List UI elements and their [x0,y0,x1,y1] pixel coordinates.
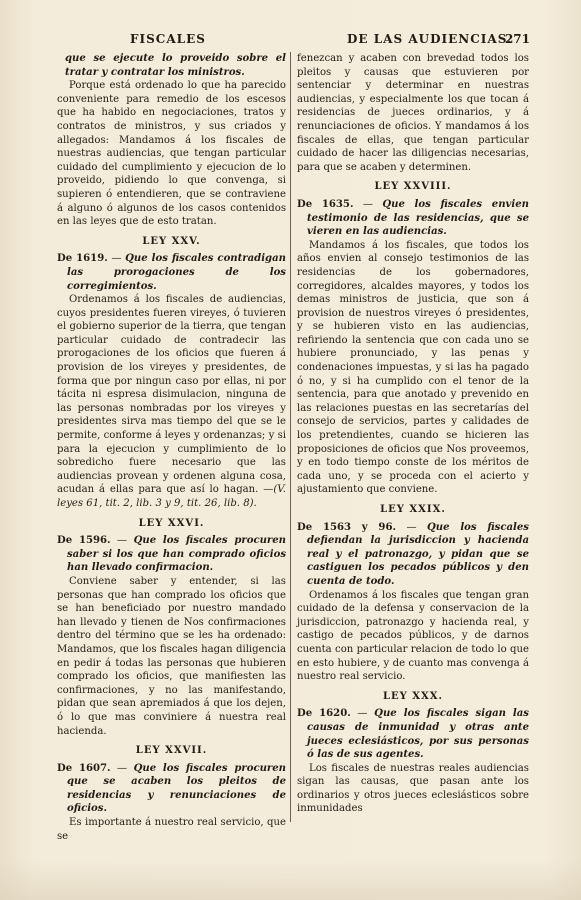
law-heading: LEY XXX. [382,690,444,702]
law-title: Que los fiscales procuren que se acaben los pleitos de residencias y renunciaciones de oficios. [67,762,287,815]
header-right-title: DE LAS AUDIENCIAS. [347,32,513,46]
law-year: De 1596. [57,535,111,547]
running-header [55,32,530,48]
body-paragraph: Mandamos á los fiscales, que todos los años envien al consejo testimonios de las residencias de los gobernadores, corregidores, alcaldes mayores, y todos los demas ministros de justicia, que son á provision de nuestros vireyes ó presidentes, y se hubieren visto en las audiencias, refiriendo la sentencia que con cada uno se hubiere pronunciado, y las penas y condenaciones impuestas, y si las ha pagado ó no, y si ha cumplido con el tenor de la sentencia, para que anotado y prevenido en las relaciones puestas en las secretarías del consejo de servicios, partes y calidades de los pretendientes, cuando se hicieren las proposiciones de oficios que Nos proveemos, y en todo tiempo conste de los méritos de cada uno, y se proceda con el acierto y ajustamiento que conviene. [297,239,529,496]
column-divider [290,52,291,822]
body-paragraph: Los fiscales de nuestras reales audiencias sigan las causas, que pasan ante los ordinarios y otros jueces eclesiásticos sobre inmunidades [297,762,529,815]
page-number: 271 [504,32,530,46]
body-paragraph [57,293,286,511]
law-year: De 1563 y 96. [297,521,396,533]
law-heading: LEY XXIX. [380,504,446,515]
law-heading: LEY XXVI. [138,517,205,529]
law-summary: De 1596. — Que los fiscales procuren saber si los que han comprado oficios han llevado confirmacion. [57,535,287,574]
law-title: Que los fiscales sigan las causas de inmunidad y otras ante jueces eclesiásticos, por sus personas ó las de sus agentes. [307,708,529,761]
header-left-title: FISCALES [130,32,206,46]
law-year: De 1635. [297,198,354,210]
page-edge-shading [0,860,581,900]
law-citation: (V. leyes 61, tit. 2, lib. 3 y 9, tit. 26, lib. 8). [57,484,286,509]
body-paragraph: fenezcan y acaben con brevedad todos los pleitos y causas que estuvieren por sentenciar y determinar en nuestras audiencias, y especialmente los que tocan á residencias de jueces ordinarios, y á renunciaciones de oficios. Y mandamos á los fiscales de ellas, que tengan particular cuidado de hacer las diligencias necesarias, para que se acaben y determinen. [297,53,529,173]
body-paragraph: Conviene saber y entender, si las personas que han comprado los oficios que se han beneficiado por nuestro mandado han llevado y tienen de Nos confirmaciones dentro del término que se les ha ordenado: Mandamos, que los fiscales hagan diligencia en pedir á todas las personas que hubieren comprado los oficios, que manifiesten las confirmaciones, y no las manifestando, pidan que sean apremiados á que los dejen, ó lo que mas conviniere á nuestra real hacienda. [57,575,286,737]
law-summary: De 1619. — Que los fiscales contradigan las prorogaciones de los corregimientos. [57,253,286,292]
law-title: Que los fiscales contradigan las prorogaciones de los corregimientos. [67,253,286,292]
law-heading: LEY XXVIII. [374,181,452,193]
left-column [57,52,286,843]
law-heading: LEY XXVII. [135,745,208,757]
body-paragraph: Es importante á nuestro real servicio, que se [57,817,286,842]
law-year: De 1620. [297,708,351,720]
law-body-text: Ordenamos á los fiscales de audiencias, cuyos presidentes fueren vireyes, ó tuvieren el gobierno superior de la tierra, que tengan particular cuidado de contradecir las prorogaciones de los oficios que fueren á provision de los vireyes y presidentes, de forma que por ningun caso por ellas, ni por tácita ni espresa disimulacion, ninguna de las personas nombradas por los vireyes y presidentes sirva mas tiempo del que se le permite, conforme á leyes y ordenanzas; y si para la ejecucion y cumplimiento de lo sobredicho fuere necesario que las audiencias provean y ordenen alguna cosa, acudan á ellas para que así lo hagan. — [57,294,286,496]
law-summary: De 1563 y 96. — Que los fiscales defiendan la jurisdiccion y hacienda real y el patronazgo, y pidan que se castiguen los pecados públicos y den cuenta de todo. [297,521,529,587]
law-summary: De 1620. — Que los fiscales sigan las causas de inmunidad y otras ante jueces eclesiásticos, por sus personas ó las de sus agentes. [297,708,529,761]
law-title: Que los fiscales envien testimonio de las residencias, que se vieren en las audiencias. [307,198,530,238]
law-title: Que los fiscales defiendan la jurisdiccion y hacienda real y el patronazgo, y pidan que se castiguen los pecados públicos y den cuenta de todo. [307,521,529,587]
law-title: Que los fiscales procuren saber si los que han comprado oficios han llevado confirmacion. [67,535,287,574]
continued-title: que se ejecute lo proveido sobre el tratar y contratar los ministros. [65,53,286,78]
right-column [297,52,529,816]
law-heading: LEY XXV. [142,235,201,247]
law-year: De 1607. [57,762,111,774]
body-paragraph: Ordenamos á los fiscales que tengan gran cuidado de la defensa y conservacion de la jurisdiccion, patronazgo y hacienda real, y castigo de pecados públicos, y de darnos cuenta con particular relacion de todo lo que en esto hubiere, y de cuanto mas convenga á nuestro real servicio. [297,589,529,683]
law-summary: De 1635. — Que los fiscales envien testimonio de las residencias, que se vieren en las audiencias. [297,198,530,238]
law-year: De 1619. [57,253,108,265]
body-paragraph: Porque está ordenado lo que ha parecido conveniente para remedio de los escesos que ha habido en negociaciones, tratos y contratos de ministros, y sus criados y allegados: Mandamos á los fiscales de nuestras audiencias, que tengan particular cuidado del cumplimiento y ejecucion de lo proveido, pidiendo lo que convenga, si supieren ó entendieren, que se contraviene á alguno ó algunos de los casos contenidos en las leyes que de esto tratan. [57,80,286,228]
law-summary: De 1607. — Que los fiscales procuren que se acaben los pleitos de residencias y renunciaciones de oficios. [57,762,287,815]
